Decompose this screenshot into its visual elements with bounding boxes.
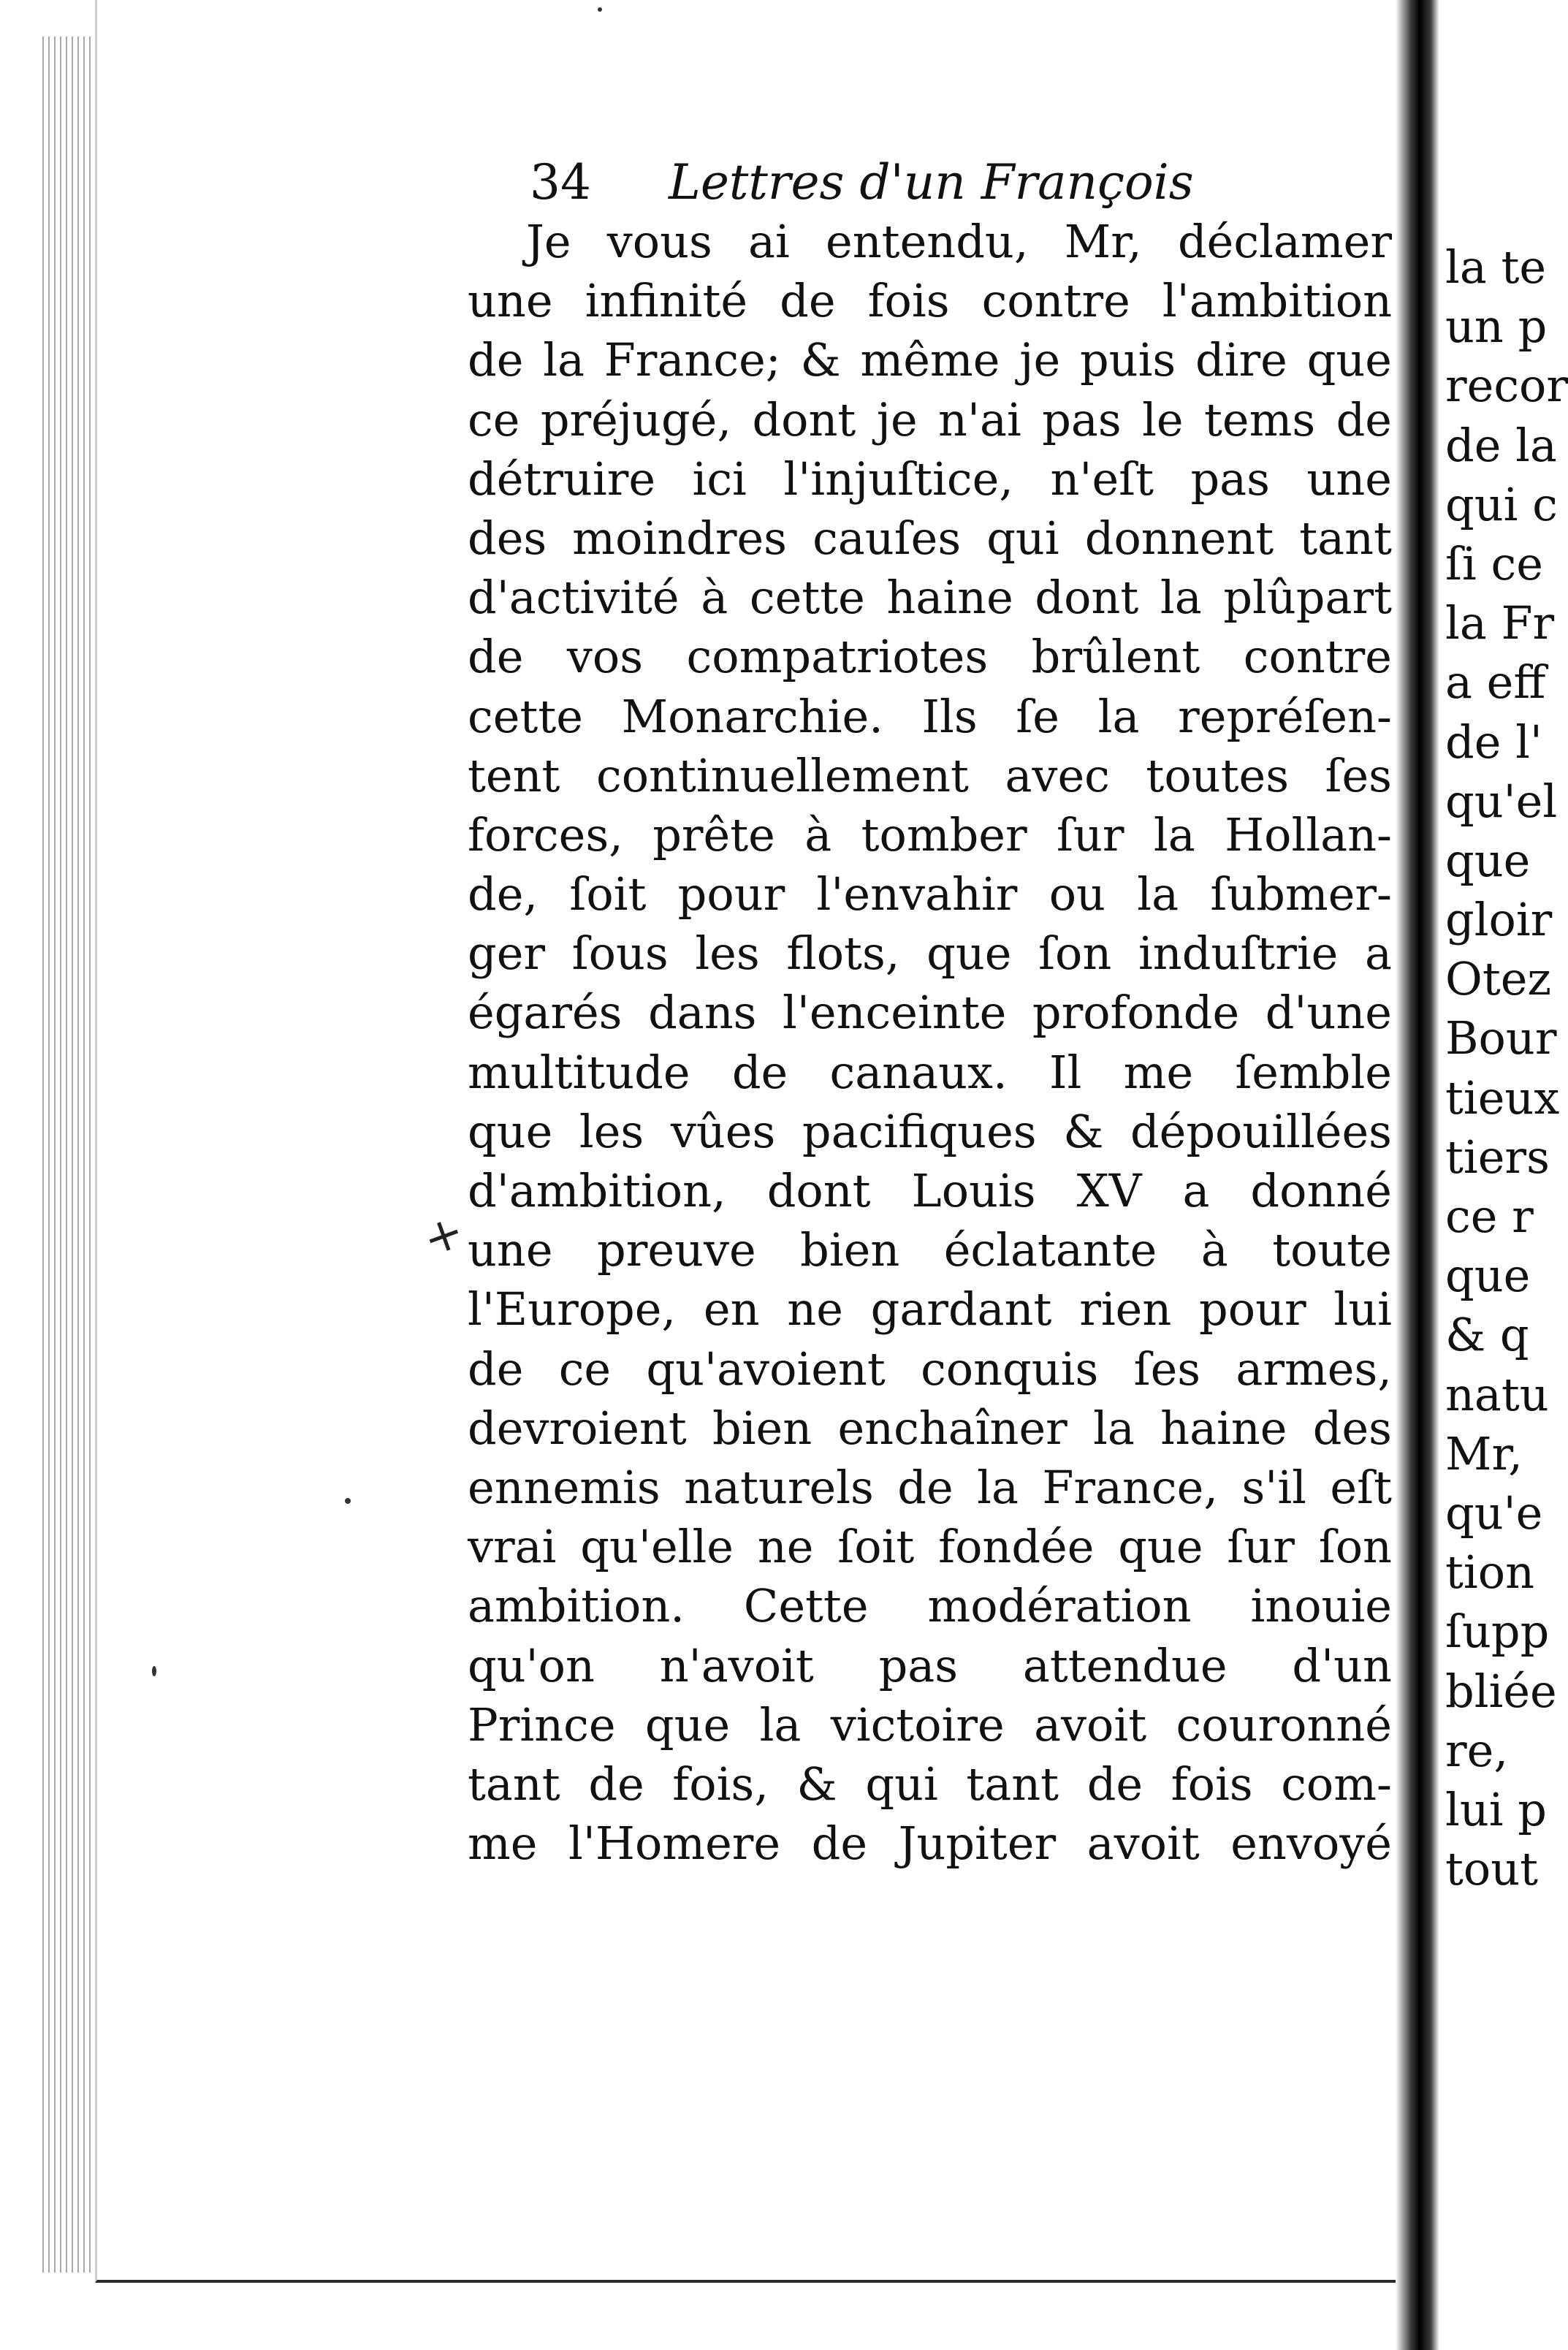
running-head [530,150,1407,216]
text-line: cette Monarchie. Ils ſe la repréſen- [468,689,1392,743]
text-fragment: que [1445,1249,1531,1303]
text-fragment: a eff [1445,655,1546,710]
text-line: égarés dans l'enceinte profonde d'une [468,986,1392,1040]
text-fragment: bliée [1445,1664,1557,1718]
text-fragment: Mr, [1445,1426,1523,1480]
margin-annotation-mark: + [416,1203,471,1269]
text-fragment: natu [1445,1367,1549,1421]
text-fragment: recor [1445,359,1568,413]
body-text [468,212,1392,1873]
text-line: des moindres cauſes qui donnent tant [468,511,1392,565]
text-line: que les vûes pacifiques & dépouillées [468,1104,1392,1158]
text-line: d'ambition, dont Louis XV a donné [468,1164,1392,1217]
text-line: l'Europe, en ne gardant rien pour lui [468,1282,1392,1336]
text-fragment: que [1445,833,1531,887]
text-line: ce préjugé, dont je n'ai pas le tems de [468,392,1392,446]
text-line: vrai qu'elle ne ſoit fondée que ſur ſon [468,1520,1392,1574]
text-fragment: qu'e [1445,1486,1543,1540]
text-line: qu'on n'avoit pas attendue d'un [468,1638,1392,1692]
text-fragment: tout [1445,1842,1539,1896]
ink-speck [152,1666,156,1676]
page-number: 34 [530,154,591,210]
text-line: forces, prête à tomber ſur la Hollan- [468,807,1392,862]
text-line: une infinité de fois contre l'ambition [468,274,1392,328]
text-line: Prince que la victoire avoit couronné [468,1697,1392,1752]
text-line: de, ſoit pour l'envahir ou la ſubmer- [468,867,1392,921]
text-line: ennemis naturels de la France, s'il eſt [468,1460,1392,1514]
text-fragment: & q [1445,1308,1529,1362]
text-fragment: la te [1445,240,1547,294]
text-fragment: de la [1445,418,1557,472]
text-line: ger ſous les flots, que ſon induſtrie a [468,927,1392,981]
text-line: de la France; & même je puis dire que [468,333,1392,387]
text-fragment: lui p [1445,1782,1547,1836]
text-fragment: la Fr [1445,596,1555,650]
text-fragment: de l' [1445,715,1542,769]
ink-speck [345,1498,351,1504]
right-page-text [1445,237,1568,1898]
book-gutter [1396,0,1439,2350]
text-fragment: re, [1445,1723,1509,1777]
text-fragment: gloir [1445,893,1553,947]
text-fragment: tion [1445,1545,1535,1600]
text-fragment: qui c [1445,477,1558,531]
running-title: Lettres d'un François [669,154,1194,210]
text-fragment: un p [1445,300,1548,354]
text-line: une preuve bien éclatante à toute [468,1223,1392,1277]
text-line: ambition. Cette modération inouie [468,1579,1392,1633]
ink-speck [598,7,602,12]
text-fragment: ſi ce [1445,536,1543,590]
text-fragment: tiers [1445,1130,1550,1184]
text-line: multitude de canaux. Il me ſemble [468,1045,1392,1099]
text-line: tent continuellement avec toutes ſes [468,748,1392,802]
text-line: devroient bien enchaîner la haine des [468,1401,1392,1455]
text-line: Je vous ai entendu, Mr, déclamer [526,215,1392,268]
text-fragment: Otez [1445,952,1552,1006]
text-line: me l'Homere de Jupiter avoit envoyé [468,1817,1392,1871]
text-fragment: ſupp [1445,1605,1550,1659]
text-fragment: ce r [1445,1190,1534,1243]
right-page [1439,0,1568,2350]
text-fragment: qu'el [1445,774,1558,828]
text-line: de ce qu'avoient conquis ſes armes, [468,1342,1392,1396]
text-line: détruire ici l'injuſtice, n'eſt pas une [468,452,1392,506]
text-line: de vos compatriotes brûlent contre [468,630,1392,684]
text-fragment: tieux [1445,1071,1560,1125]
text-line: tant de fois, & qui tant de fois com- [468,1757,1392,1811]
text-line: d'activité à cette haine dont la plûpart [468,571,1392,625]
text-fragment: Bour [1445,1011,1557,1065]
